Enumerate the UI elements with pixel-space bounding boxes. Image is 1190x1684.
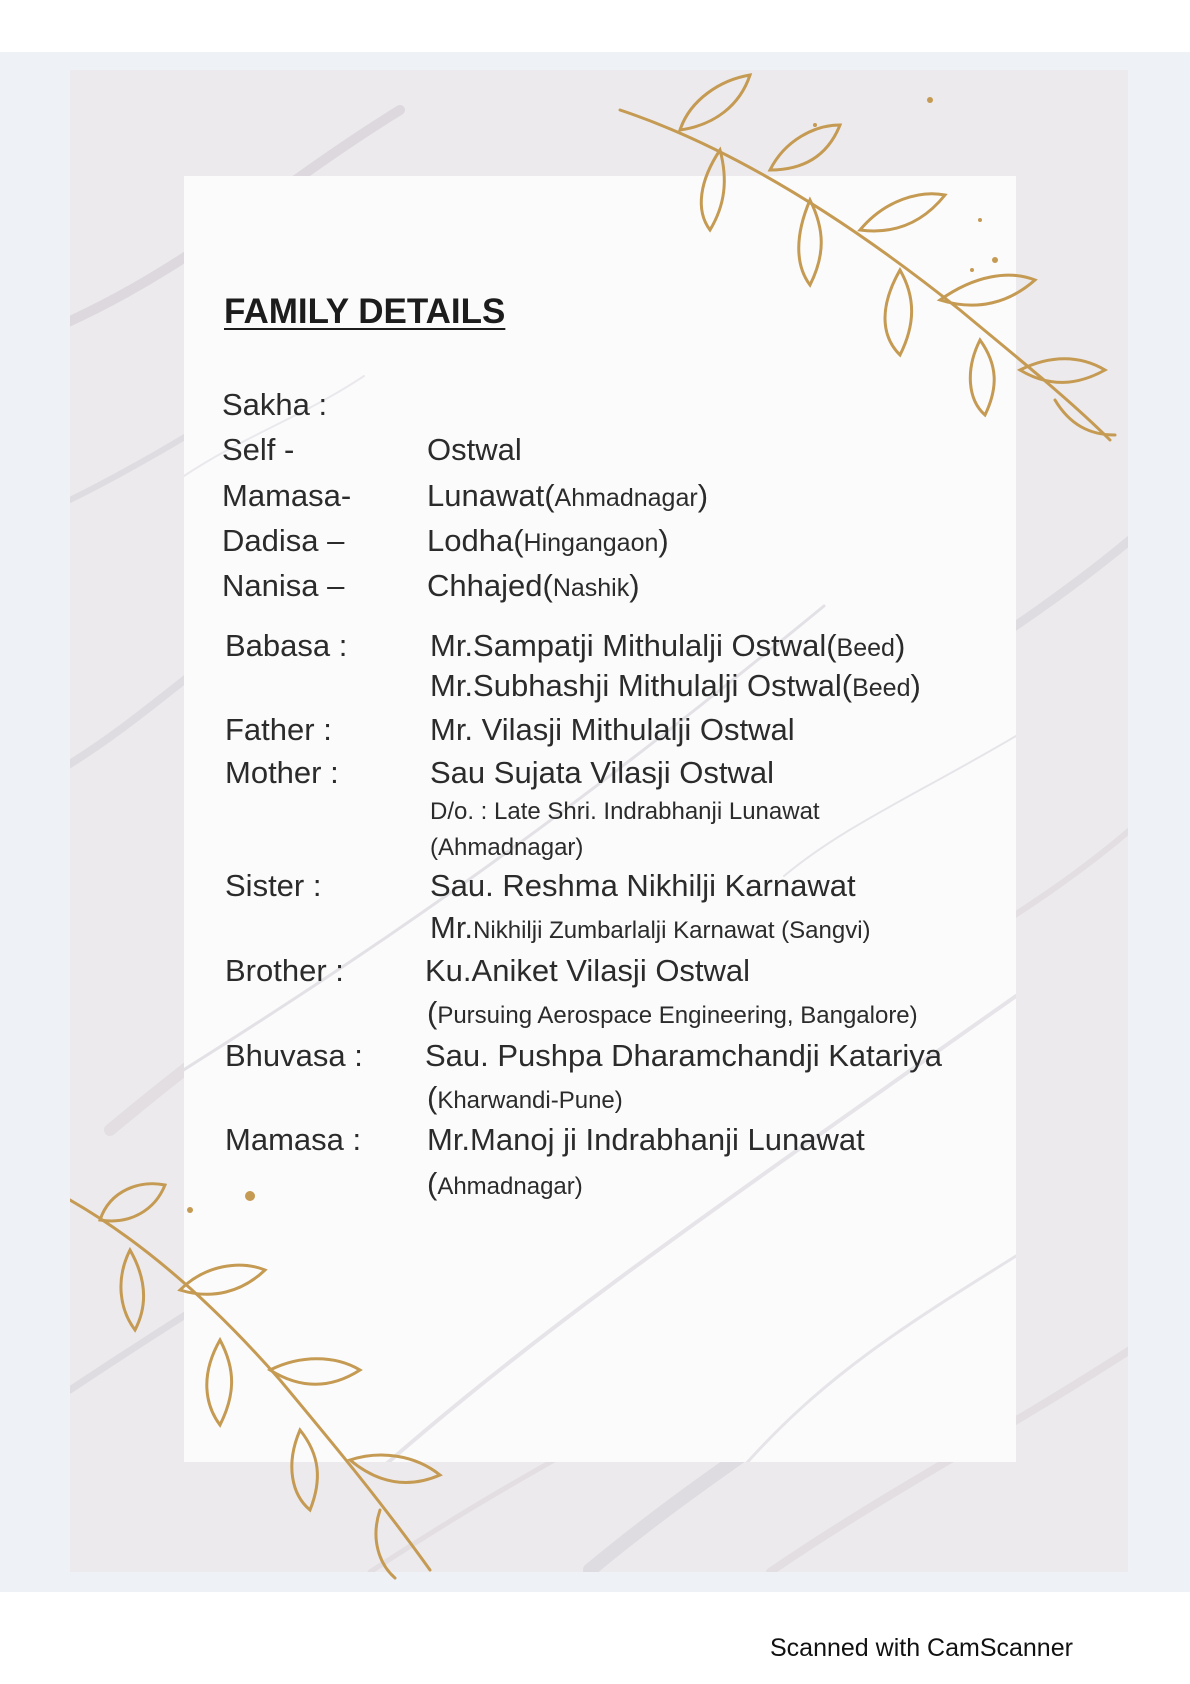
brother-note-text: Pursuing Aerospace Engineering, Bangalore) — [437, 1002, 918, 1029]
nanisa-label: Nanisa – — [222, 568, 345, 603]
mother-label: Mother : — [225, 755, 339, 790]
mother-value: Sau Sujata Vilasji Ostwal — [430, 755, 775, 790]
mamasa2-value: Mr.Manoj ji Indrabhanji Lunawat — [427, 1122, 865, 1157]
father-value: Mr. Vilasji Mithulalji Ostwal — [430, 712, 795, 747]
dadisa-value — [427, 523, 669, 559]
babasa-name-1: Mr.Sampatji Mithulalji Ostwal( — [430, 628, 837, 663]
dadisa-close: ) — [658, 523, 669, 558]
babasa-name-2: Mr.Subhashji Mithulalji Ostwal( — [430, 668, 853, 703]
brother-value: Ku.Aniket Vilasji Ostwal — [425, 953, 751, 988]
mamasa-close: ) — [697, 478, 709, 513]
self-label: Self - — [222, 432, 295, 467]
bhuvasa-place-open: ( — [427, 1080, 438, 1115]
mamasa2-place-open: ( — [427, 1166, 438, 1201]
bhuvasa-label: Bhuvasa : — [225, 1038, 363, 1073]
dadisa-label: Dadisa – — [222, 523, 345, 558]
mamasa-surname: Lunawat( — [427, 478, 555, 513]
brother-note-open: ( — [427, 995, 438, 1030]
mother-parent: D/o. : Late Shri. Indrabhanji Lunawat — [430, 798, 820, 825]
babasa-value-2 — [430, 668, 921, 704]
mamasa-label: Mamasa- — [222, 478, 352, 513]
babasa-place-2: Beed — [852, 674, 911, 702]
nanisa-close: ) — [629, 568, 640, 603]
mamasa-place: Ahmadnagar — [554, 484, 698, 512]
mamasa2-place-text: Ahmadnagar) — [437, 1173, 583, 1200]
babasa-value-1 — [430, 628, 905, 664]
mamasa2-label: Mamasa : — [225, 1122, 362, 1157]
sister-spouse — [430, 910, 871, 946]
mamasa-value — [427, 478, 708, 514]
sister-spouse-prefix: Mr. — [430, 910, 474, 945]
babasa-place-1: Beed — [836, 634, 895, 662]
babasa-label: Babasa : — [225, 628, 348, 663]
bhuvasa-place — [427, 1080, 623, 1116]
dadisa-place: Hingangaon — [523, 529, 659, 557]
nanisa-value — [427, 568, 640, 604]
brother-note — [427, 995, 918, 1031]
babasa-close-2: ) — [910, 668, 921, 703]
sister-value: Sau. Reshma Nikhilji Karnawat — [430, 868, 856, 903]
mamasa2-place — [427, 1166, 583, 1202]
babasa-close-1: ) — [894, 628, 906, 663]
father-label: Father : — [225, 712, 332, 747]
bhuvasa-value: Sau. Pushpa Dharamchandji Katariya — [425, 1038, 942, 1073]
mother-place: (Ahmadnagar) — [430, 834, 584, 861]
page-title: FAMILY DETAILS — [224, 292, 506, 331]
nanisa-place: Nashik — [552, 574, 630, 602]
sister-spouse-name: Nikhilji Zumbarlalji Karnawat (Sangvi) — [473, 917, 871, 944]
sakha-label: Sakha : — [222, 387, 328, 422]
scanner-watermark: Scanned with CamScanner — [770, 1634, 1073, 1662]
dadisa-surname: Lodha( — [427, 523, 524, 558]
nanisa-surname: Chhajed( — [427, 568, 553, 603]
bhuvasa-place-text: Kharwandi-Pune) — [437, 1087, 623, 1114]
sister-label: Sister : — [225, 868, 322, 903]
brother-label: Brother : — [225, 953, 344, 988]
self-value: Ostwal — [427, 432, 522, 467]
